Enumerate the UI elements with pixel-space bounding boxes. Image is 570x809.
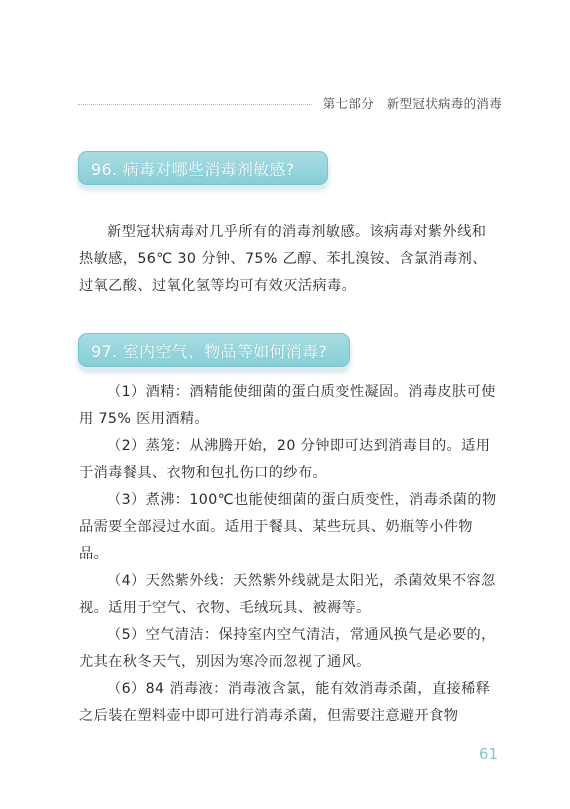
list-item: （3）煮沸：100℃也能使细菌的蛋白质变性，消毒杀菌的物品需要全部浸过水面。适用于餐具、某些玩具、奶瓶等小件物品。 — [79, 492, 497, 562]
question-title: 97. 室内空气、物品等如何消毒? — [91, 341, 328, 361]
page-number: 61 — [478, 745, 498, 763]
question-title: 96. 病毒对哪些消毒剂敏感? — [91, 159, 295, 179]
list-item: （6）84 消毒液：消毒液含氯，能有效消毒杀菌，直接稀释之后装在塑料壶中即可进行消毒杀菌，但需要注意避开食物 — [79, 681, 491, 724]
list-item: （1）酒精：酒精能使细菌的蛋白质变性凝固。消毒皮肤可使用 75% 医用酒精。 — [79, 384, 496, 427]
question-heading-97 — [78, 333, 350, 367]
header-rule — [78, 104, 312, 105]
answer-paragraph-96: 新型冠状病毒对几乎所有的消毒剂敏感。该病毒对紫外线和热敏感，56℃ 30 分钟、75% 乙醇、苯扎溴铵、含氯消毒剂、过氧乙酸、过氧化氢等均可有效灭活病毒。 — [79, 224, 487, 294]
running-header — [78, 92, 502, 114]
disinfection-method-list — [79, 379, 499, 730]
question-heading-96 — [78, 151, 328, 185]
list-item: （5）空气清洁：保持室内空气清洁，常通风换气是必要的，尤其在秋冬天气，别因为寒冷而忽视了通风。 — [79, 627, 496, 670]
list-item: （2）蒸笼：从沸腾开始，20 分钟即可达到消毒目的。适用于消毒餐具、衣物和包扎伤口的纱布。 — [79, 438, 491, 481]
chapter-title: 第七部分 新型冠状病毒的消毒 — [322, 96, 502, 111]
list-item: （4）天然紫外线：天然紫外线就是太阳光，杀菌效果不容忽视。适用于空气、衣物、毛绒玩具、被褥等。 — [79, 573, 496, 616]
